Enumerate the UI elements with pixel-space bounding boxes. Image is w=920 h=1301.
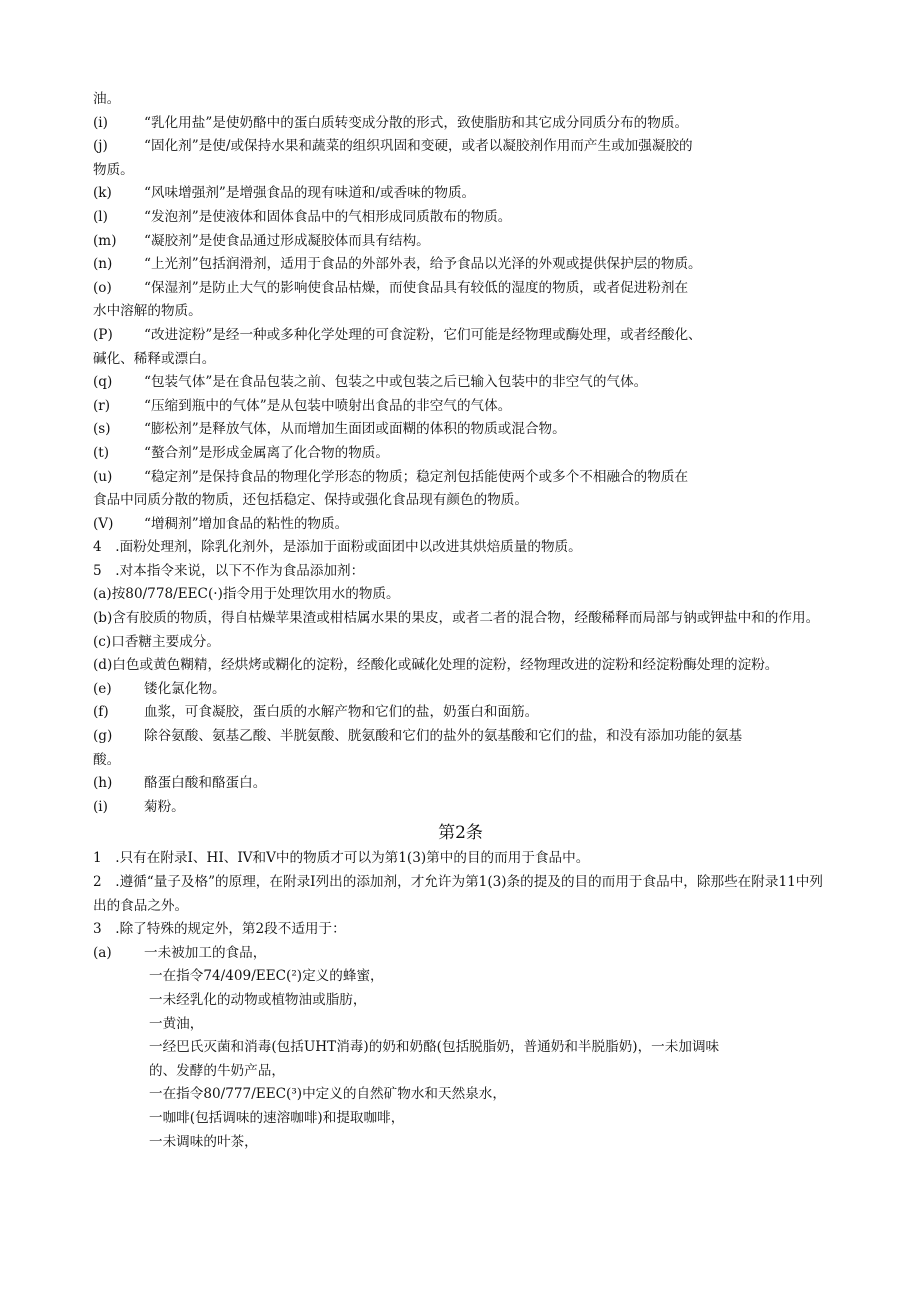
sub-item: 一未经乳化的动物或植物油或脂肪，	[149, 991, 367, 1008]
article2-para-1: 1 .只有在附录I、HI、IV和V中的物质才可以为第1(3)第中的目的而用于食品中。	[93, 850, 590, 867]
item-label: (h)	[93, 775, 113, 792]
article-title: 第2条	[438, 823, 483, 844]
item-label: (e)	[93, 680, 112, 697]
exclusion-b: (b)含有胶质的物质，得自枯燥苹果渣或柑桔属水果的果皮，或者二者的混合物，经酸稀释而局部与钠或钾盐中和的作用。	[93, 610, 820, 627]
article2-para-3a-items	[93, 965, 828, 1154]
definition-item	[93, 135, 828, 159]
sub-item: 一在指令80/777/EEC(³)中定义的自然矿物水和天然泉水，	[149, 1086, 506, 1103]
article2-para-3a	[93, 942, 828, 966]
item-label: (a)	[93, 944, 112, 961]
item-label: (q)	[93, 374, 113, 391]
item-text: 镂化氯化物。	[144, 680, 226, 697]
item-text: “压缩到瓶中的气体”是从包装中喷射出食品的非空气的气体。	[144, 397, 512, 414]
item-label: (t)	[93, 444, 110, 461]
sub-item: 一咖啡(包括调味的速溶咖啡)和提取咖啡，	[149, 1109, 405, 1126]
definition-item	[93, 230, 828, 254]
definition-item	[93, 466, 828, 490]
item-label: (r)	[93, 397, 111, 414]
sub-item: 一黄油，	[149, 1015, 204, 1032]
item-label: (s)	[93, 421, 111, 438]
item-text: “乳化用盐”是使奶酪中的蛋白质转变成分散的形式，致使脂肪和其它成分同质分布的物质。	[144, 114, 689, 131]
item-text: “风味增强剂”是增强食品的现有味道和/或香味的物质。	[144, 185, 476, 202]
sub-item: 的、发酵的牛奶产品，	[149, 1062, 285, 1079]
item-text: “包装气体”是在食品包装之前、包装之中或包装之后已输入包装中的非空气的气体。	[144, 374, 648, 391]
item-text: 酪蛋白酸和酪蛋白。	[144, 775, 267, 792]
item-text: 菊粉。	[144, 798, 185, 815]
item-label: (g)	[93, 728, 113, 745]
definition-item	[93, 182, 828, 206]
item-text: “增稠剂”增加食品的粘性的物质。	[144, 515, 349, 532]
item-label: (P)	[93, 326, 113, 343]
item-label: (u)	[93, 468, 113, 485]
item-label: (V)	[93, 515, 114, 532]
item-text-continuation: 物质。	[93, 161, 134, 178]
document-page	[93, 88, 828, 1154]
exclusion-item	[93, 701, 828, 725]
definition-item	[93, 442, 828, 466]
definition-item	[93, 253, 828, 277]
exclusion-c: (c)口香糖主要成分。	[93, 633, 220, 650]
item-text-continuation: 酸。	[93, 751, 121, 768]
definition-item	[93, 277, 828, 301]
definition-item	[93, 513, 828, 537]
item-text: “固化剂”是使/或保持水果和蔬菜的组织巩固和变硬，或者以凝胶剂作用而产生或加强凝胶的	[144, 138, 693, 155]
exclusion-item	[93, 725, 828, 749]
item-text: “发泡剂”是使液体和固体食品中的气相形成同质散布的物质。	[144, 208, 512, 225]
exclusion-item	[93, 772, 828, 796]
item-label: (l)	[93, 208, 108, 225]
article2-para-2: 2 .遵循“量子及格”的原理，在附录I列出的添加剂，才允许为第1(3)条的提及的目的而用于食品中，除那些在附录11中列出的食品之外。	[93, 874, 823, 914]
exclusion-item	[93, 796, 828, 820]
item-label: (i)	[93, 798, 108, 815]
definitions-list	[93, 112, 828, 537]
item-text: “螯合剂”是形成金属离了化合物的物质。	[144, 444, 389, 461]
item-label: (j)	[93, 138, 108, 155]
item-text: 一未被加工的食品，	[144, 944, 267, 961]
item-label: (f)	[93, 704, 109, 721]
article2-para-3: 3 .除了特殊的规定外，第2段不适用于：	[93, 921, 346, 938]
definition-item	[93, 395, 828, 419]
continuation-text: 油。	[93, 91, 121, 107]
definition-item	[93, 206, 828, 230]
sub-item: 一未调味的叶茶，	[149, 1133, 258, 1150]
exclusions-list	[93, 678, 828, 820]
item-text: “上光剂”包括润滑剂，适用于食品的外部外表，给予食品以光泽的外观或提供保护层的物质。	[144, 256, 702, 273]
exclusion-item	[93, 678, 828, 702]
item-text: 除谷氨酸、氨基乙酸、半胱氨酸、胱氨酸和它们的盐外的氨基酸和它们的盐，和没有添加功能的氨基	[144, 728, 743, 745]
item-text: “膨松剂”是释放气体，从而增加生面团或面糊的体积的物质或混合物。	[144, 421, 566, 438]
definition-item	[93, 418, 828, 442]
exclusion-a: (a)按80/778/EEC(·)指令用于处理饮用水的物质。	[93, 586, 400, 603]
item-label: (m)	[93, 232, 117, 249]
item-text: “改进淀粉”是经一种或多种化学处理的可食淀粉，它们可能是经物理或酶处理，或者经酸化、	[144, 326, 702, 343]
item-text: “保湿剂”是防止大气的影响使食品枯燥，而使食品具有较低的湿度的物质，或者促进粉剂在	[144, 279, 689, 296]
item-text: “凝胶剂”是使食品通过形成凝胶体而具有结构。	[144, 232, 430, 249]
item-text-continuation: 水中溶解的物质。	[93, 303, 202, 320]
item-4: 4 .面粉处理剂，除乳化剂外，是添加于面粉或面团中以改进其烘焙质量的物质。	[93, 539, 582, 556]
item-text: “稳定剂”是保持食品的物理化学形态的物质；稳定剂包括能使两个或多个不相融合的物质在	[144, 468, 689, 485]
item-5: 5 .对本指令来说，以下不作为食品添加剂：	[93, 562, 365, 579]
item-label: (n)	[93, 256, 113, 273]
item-label: (o)	[93, 279, 112, 296]
definition-item	[93, 324, 828, 348]
definition-item	[93, 112, 828, 136]
item-label: (k)	[93, 185, 112, 202]
item-text: 血浆，可食凝胶，蛋白质的水解产物和它们的盐，奶蛋白和面筋。	[144, 704, 539, 721]
exclusion-d: (d)白色或黄色糊精，经烘烤或糊化的淀粉，经酸化或碱化处理的淀粉，经物理改进的淀粉和经淀粉酶处理的淀粉。	[93, 657, 779, 674]
item-text-continuation: 食品中同质分散的物质，还包括稳定、保持或强化食品现有颜色的物质。	[93, 492, 528, 509]
sub-item: 一在指令74/409/EEC(²)定义的蜂蜜，	[149, 968, 384, 985]
item-label: (i)	[93, 114, 108, 131]
sub-item: 一经巴氏灭菌和消毒(包括UHT消毒)的奶和奶酪(包括脱脂奶，普通奶和半脱脂奶)，一未加调味	[149, 1039, 720, 1056]
item-text-continuation: 碱化、稀释或漂白。	[93, 350, 216, 367]
definition-item	[93, 371, 828, 395]
